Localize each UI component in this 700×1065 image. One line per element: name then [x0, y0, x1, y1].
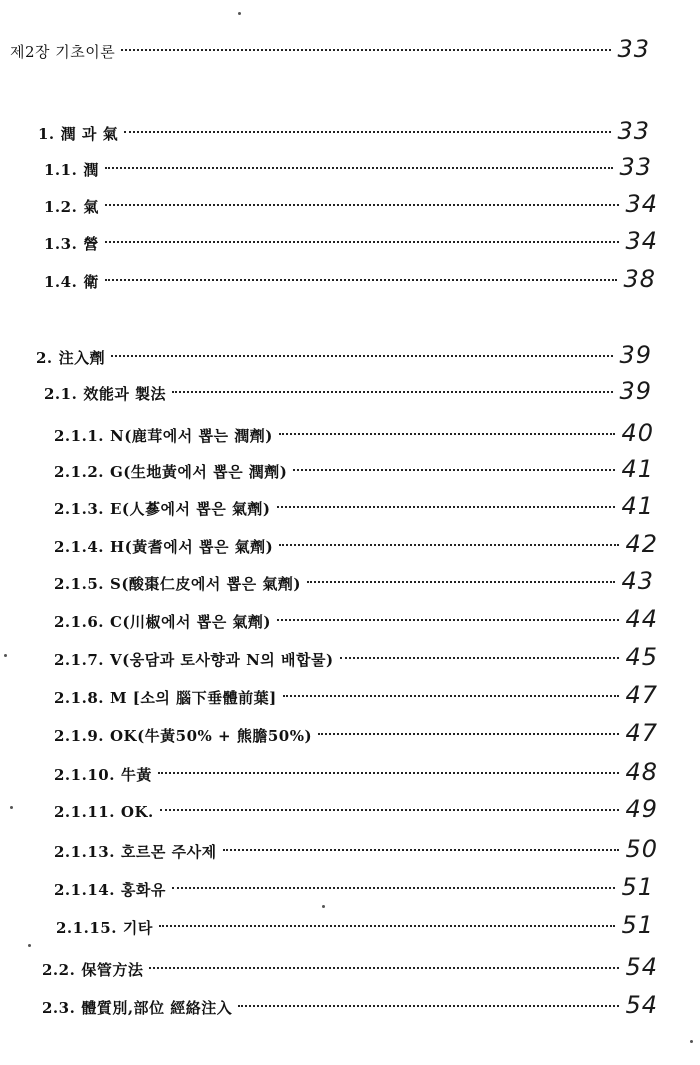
section-page-number: 43 — [621, 567, 654, 595]
section-page-number: 54 — [625, 991, 658, 1019]
section-page-number: 34 — [625, 227, 658, 255]
toc-entry — [54, 491, 654, 521]
section-title: G(生地黃에서 뽑은 潤劑) — [109, 463, 288, 481]
section-page-number: 49 — [625, 795, 658, 823]
dot-leader — [318, 733, 619, 735]
section-number: 2.1.1. — [54, 427, 104, 445]
section-number: 2.1.8. — [54, 689, 104, 707]
dot-leader — [223, 849, 620, 851]
scan-speck — [322, 905, 325, 908]
toc-entry — [44, 152, 652, 182]
section-page-number: 38 — [623, 265, 656, 293]
section-number: 2.1.13. — [54, 843, 115, 861]
section-title: OK(牛黃50% + 熊膽50%) — [109, 727, 313, 745]
section-number: 2.1. — [44, 385, 78, 403]
dot-leader — [121, 49, 611, 51]
toc-entry — [54, 680, 658, 710]
dot-leader — [149, 967, 619, 969]
dot-leader — [160, 809, 620, 811]
section-title: 衛 — [83, 273, 99, 291]
toc-entry — [44, 376, 652, 406]
section-page-number: 50 — [625, 835, 658, 863]
toc-entry — [54, 604, 658, 634]
toc-entry — [56, 910, 654, 940]
section-number: 1.2. — [44, 198, 78, 216]
section-page-number: 51 — [621, 911, 654, 939]
chapter-page-number: 33 — [617, 35, 650, 63]
dot-leader — [124, 131, 611, 133]
toc-entry — [54, 566, 654, 596]
dot-leader — [279, 544, 619, 546]
section-page-number: 40 — [621, 419, 654, 447]
section-number: 2.1.4. — [54, 538, 104, 556]
section-title: 호르몬 주사제 — [120, 843, 217, 861]
section-page-number: 48 — [625, 758, 658, 786]
dot-leader — [277, 506, 616, 508]
toc-entry — [42, 990, 658, 1020]
toc-entry — [54, 454, 654, 484]
section-page-number: 51 — [621, 873, 654, 901]
toc-entry — [54, 529, 658, 559]
section-page-number: 33 — [617, 117, 650, 145]
section-title: E(人蔘에서 뽑은 氣劑) — [109, 500, 271, 518]
section-page-number: 44 — [625, 605, 658, 633]
scan-speck — [10, 806, 13, 809]
section-title: C(川椒에서 뽑은 氣劑) — [109, 613, 272, 631]
dot-leader — [283, 695, 620, 697]
dot-leader — [293, 469, 615, 471]
section-number: 2.2. — [42, 961, 76, 979]
section-title: H(黃耆에서 뽑은 氣劑) — [109, 538, 274, 556]
dot-leader — [105, 167, 614, 169]
section-number: 1.3. — [44, 235, 78, 253]
section-page-number: 47 — [625, 719, 658, 747]
section-page-number: 47 — [625, 681, 658, 709]
section-title: 體質別,部位 經絡注入 — [81, 999, 233, 1017]
dot-leader — [277, 619, 619, 621]
dot-leader — [111, 355, 613, 357]
section-page-number: 42 — [625, 530, 658, 558]
toc-entry — [54, 418, 654, 448]
scan-speck — [690, 1040, 693, 1043]
toc-entry — [38, 116, 650, 146]
dot-leader — [159, 925, 616, 927]
scan-speck — [4, 654, 7, 657]
toc-entry — [54, 834, 658, 864]
section-page-number: 41 — [621, 492, 654, 520]
dot-leader — [105, 279, 618, 281]
section-number: 2.1.5. — [54, 575, 104, 593]
section-number: 2.1.7. — [54, 651, 104, 669]
section-title: 潤 과 氣 — [60, 125, 119, 143]
section-title: OK. — [120, 803, 154, 821]
toc-entry — [44, 226, 658, 256]
dot-leader — [172, 887, 616, 889]
toc-entry — [54, 757, 658, 787]
section-title: 潤 — [83, 161, 99, 179]
section-title: 營 — [83, 235, 99, 253]
section-number: 2.1.14. — [54, 881, 115, 899]
scan-speck — [28, 944, 31, 947]
section-title: 氣 — [83, 198, 99, 216]
toc-entry — [44, 189, 658, 219]
section-number: 2.1.6. — [54, 613, 104, 631]
toc-entry — [42, 952, 658, 982]
section-page-number: 34 — [625, 190, 658, 218]
section-number: 2.1.11. — [54, 803, 115, 821]
section-number: 2.1.2. — [54, 463, 104, 481]
toc-entry — [54, 872, 654, 902]
section-title: 기타 — [122, 919, 153, 937]
dot-leader — [238, 1005, 619, 1007]
dot-leader — [279, 433, 616, 435]
dot-leader — [172, 391, 613, 393]
toc-entry — [54, 642, 658, 672]
section-page-number: 33 — [619, 153, 652, 181]
section-title: 注入劑 — [58, 349, 106, 367]
section-number: 1. — [38, 125, 55, 143]
section-title: 效能과 製法 — [83, 385, 167, 403]
section-title: 牛黃 — [120, 766, 152, 784]
dot-leader — [105, 204, 620, 206]
section-title: V(웅담과 토사향과 N의 배합물) — [109, 651, 334, 669]
section-title: N(鹿茸에서 뽑는 潤劑) — [109, 427, 273, 445]
section-number: 1.1. — [44, 161, 78, 179]
section-title: 保管方法 — [81, 961, 144, 979]
section-page-number: 45 — [625, 643, 658, 671]
toc-chapter-entry — [10, 34, 650, 64]
section-number: 2.1.10. — [54, 766, 115, 784]
dot-leader — [307, 581, 616, 583]
dot-leader — [158, 772, 620, 774]
section-title: M [소의 腦下垂體前葉] — [109, 689, 277, 707]
section-title: S(酸棗仁皮에서 뽑은 氣劑) — [109, 575, 301, 593]
dot-leader — [105, 241, 620, 243]
section-page-number: 54 — [625, 953, 658, 981]
scan-speck — [238, 12, 241, 15]
toc-entry — [54, 794, 658, 824]
toc-entry — [44, 264, 656, 294]
section-title: 홍화유 — [120, 881, 166, 899]
chapter-title: 제2장 기초이론 — [10, 43, 116, 61]
section-number: 1.4. — [44, 273, 78, 291]
section-page-number: 41 — [621, 455, 654, 483]
toc-entry — [54, 718, 658, 748]
section-number: 2.3. — [42, 999, 76, 1017]
dot-leader — [340, 657, 620, 659]
section-page-number: 39 — [619, 377, 652, 405]
section-number: 2.1.3. — [54, 500, 104, 518]
section-number: 2.1.9. — [54, 727, 104, 745]
section-page-number: 39 — [619, 341, 652, 369]
toc-entry — [36, 340, 652, 370]
section-number: 2. — [36, 349, 53, 367]
section-number: 2.1.15. — [56, 919, 117, 937]
